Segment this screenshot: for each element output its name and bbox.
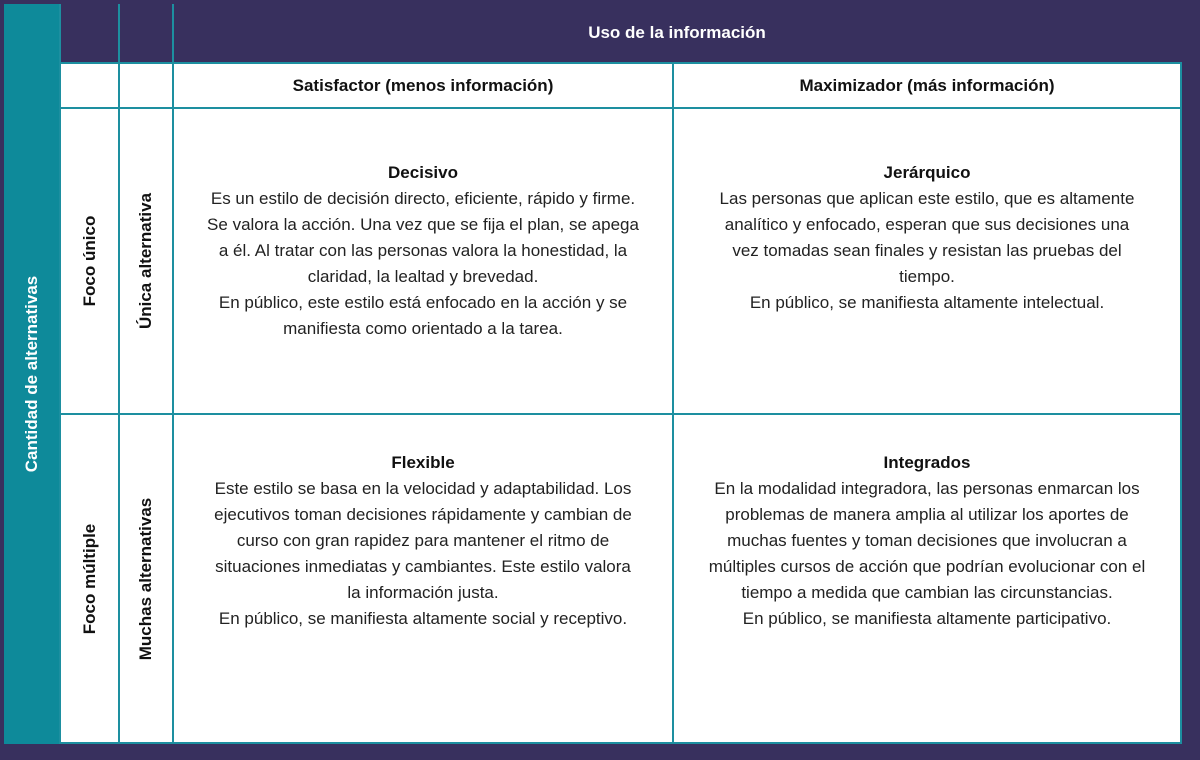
foco-multiple-label: Foco múltiple — [79, 523, 99, 634]
satisfactor-label: Satisfactor (menos información) — [292, 75, 554, 95]
column-header-maximizador — [674, 64, 1180, 107]
column-header-satisfactor — [174, 64, 672, 107]
cell-flexible — [174, 415, 672, 742]
grid-line-h1 — [59, 62, 1182, 64]
flexible-body: Este estilo se basa en la velocidad y adaptabilidad. Los ejecutivos toman decisiones rápidamente y cambian de curso con gran rapidez para mantener el ritmo de situaciones inmediatas y cambiantes. Este estilo valora la información justa. — [214, 479, 632, 602]
jerarquico-body: Las personas que aplican este estilo, que es altamente analítico y enfocado, esperan que sus decisiones una vez tomadas sean finales y resistan las pruebas del tiempo. — [719, 189, 1135, 286]
grid-line-v1 — [59, 4, 61, 744]
flexible-title: Flexible — [391, 453, 455, 472]
flexible-public: En público, se manifiesta altamente social y receptivo. — [218, 609, 628, 628]
blank-corner-1 — [61, 64, 118, 107]
cell-jerarquico — [674, 109, 1180, 413]
grid-line-v4 — [672, 62, 674, 744]
grid-line-h4 — [59, 742, 1182, 744]
header-title-cell — [174, 4, 1180, 62]
unica-alternativa-label: Única alternativa — [136, 192, 155, 330]
grid-line-h2 — [59, 107, 1182, 109]
grid-line-v3 — [172, 4, 174, 744]
row1-focus-cell — [61, 109, 118, 413]
integrados-public: En público, se manifiesta altamente participativo. — [742, 609, 1112, 628]
integrados-body: En la modalidad integradora, las personas enmarcan los problemas de manera amplia al utilizar los aportes de muchas fuentes y toman decisiones que involucran a múltiples cursos de acción que podrían evolucionar con el tiempo a medida que cambian las circunstancias. — [708, 479, 1146, 602]
cantidad-alternativas-label: Cantidad de alternativas — [22, 275, 41, 473]
jerarquico-public: En público, se manifiesta altamente intelectual. — [749, 293, 1105, 312]
jerarquico-title: Jerárquico — [883, 163, 971, 182]
integrados-title: Integrados — [883, 453, 971, 472]
blank-corner-2 — [120, 64, 172, 107]
row2-focus-cell — [61, 415, 118, 742]
decisivo-title: Decisivo — [388, 163, 458, 182]
cell-decisivo — [174, 109, 672, 413]
grid-line-h3 — [59, 413, 1182, 415]
cell-integrados — [674, 415, 1180, 742]
decisivo-public: En público, este estilo está enfocado en la acción y se manifiesta como orientado a la tarea. — [218, 293, 628, 338]
outer-side-label-cell — [4, 4, 60, 744]
uso-informacion-title: Uso de la información — [588, 23, 766, 42]
row1-alt-cell — [120, 109, 172, 413]
row2-alt-cell — [120, 415, 172, 742]
grid-line-v2 — [118, 4, 120, 744]
maximizador-label: Maximizador (más información) — [799, 75, 1055, 95]
foco-unico-label: Foco único — [79, 215, 99, 307]
decisivo-body: Es un estilo de decisión directo, eficiente, rápido y firme. Se valora la acción. Una vez que se fija el plan, se apega a él. Al tratar con las personas valora la honestidad, la claridad, la lealtad y brevedad. — [207, 189, 639, 286]
grid-line-v5 — [1180, 62, 1182, 744]
muchas-alternativas-label: Muchas alternativas — [136, 497, 155, 660]
